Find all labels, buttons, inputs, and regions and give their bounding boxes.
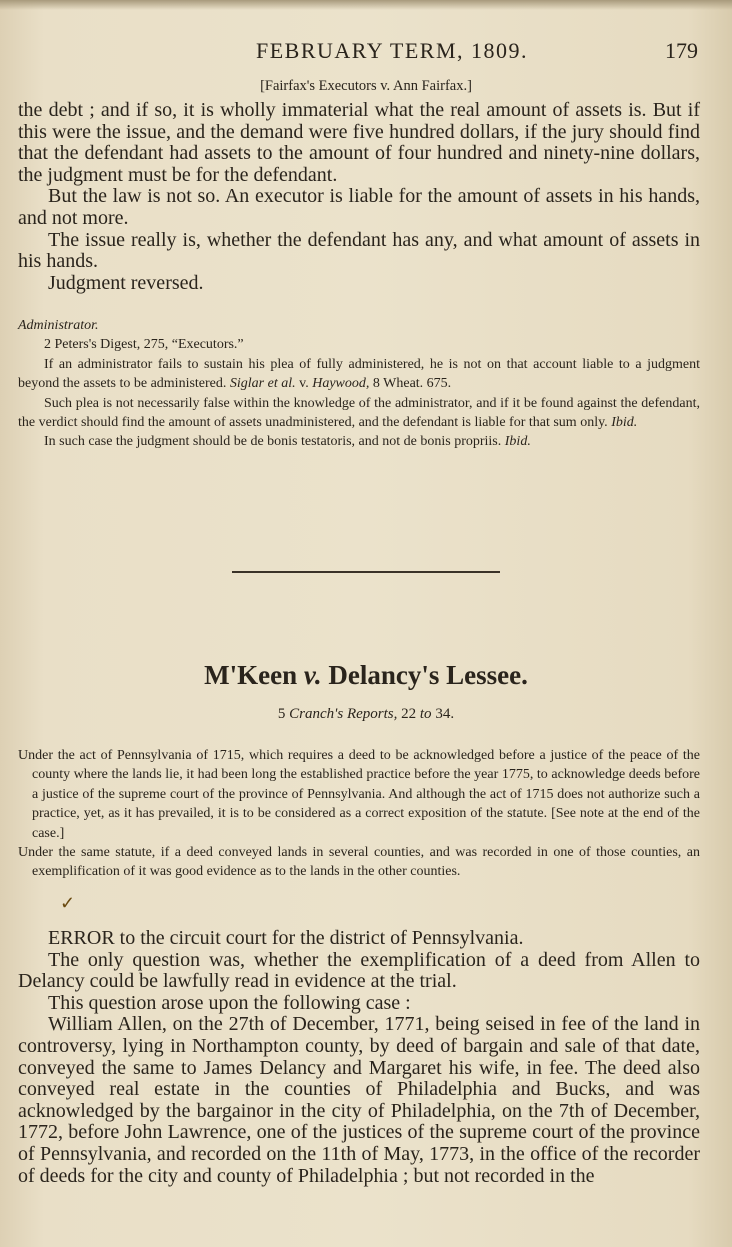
body-paragraph: ERROR to the circuit court for the district of Pennsylvania. (48, 927, 524, 949)
citation-part: Cranch's Reports, (289, 706, 398, 722)
page-header (0, 38, 732, 68)
versus: v. (295, 376, 313, 392)
opinion-paragraph: But the law is not so. An executor is liable for the amount of assets in his hands, and not more. (18, 185, 700, 229)
syllabus-paragraph: Under the act of Pennsylvania of 1715, which requires a deed to be acknowledged before a justice of the peace of the county where the lands lie, it had been long the established practice before the year 1775, to acknowledge deeds before a justice of the supreme court of the province of Pennsylvania. And although the act of 1715 does not authorize such a practice, yet, as it has prevailed, it is to be considered as a correct exposition of the statute. [See note at the end of the case.] (18, 748, 700, 841)
case-caption: [Fairfax's Executors v. Ann Fairfax.] (260, 78, 472, 94)
annotation-reference: 2 Peters's Digest, 275, “Executors.” (44, 337, 244, 353)
case-body (18, 928, 700, 1187)
ibid-cite: Ibid. (611, 415, 638, 431)
note-text: If an administrator fails to sustain his plea of fully administered, he is not on that account liable to a judgment beyond the assets to be administered. (18, 356, 700, 392)
opinion-paragraph: The issue really is, whether the defendant has any, and what amount of assets in his hands. (18, 228, 700, 273)
annotation-note (18, 394, 700, 433)
reporter-cite: 8 Wheat. 675. (369, 376, 452, 392)
page-number: 179 (665, 38, 698, 63)
ibid-cite: Ibid. (504, 434, 531, 450)
section-divider (232, 571, 500, 573)
case-cite: Haywood, (312, 376, 370, 392)
case-citation (0, 706, 732, 723)
body-paragraph: William Allen, on the 27th of December, 1771, being seised in fee of the land in controversy, lying in Northampton county, by deed of bargain and sale of that date, conveyed the same to James Delancy and Margaret his wife, in fee. The deed also conveyed real estate in the counties of Philadelphia and Bucks, and was acknowledged by the bargainor in the city of Philadelphia, on the 7th of December, 1772, before John Lawrence, one of the justices of the supreme court of the province of Pennsylvania, and recorded on the 11th of May, 1773, in the office of the recorder of deeds for the city and county of Philadelphia ; but not recorded in the (18, 1013, 700, 1187)
title-versus: v. (303, 660, 322, 690)
citation-part: 22 (397, 706, 420, 722)
annotation (18, 316, 700, 452)
opinion-paragraph: the debt ; and if so, it is wholly immaterial what the real amount of assets is. But if this were the issue, and the demand were five hundred dollars, if the jury should find that the defendant had assets to the amount of four hundred and ninety-nine dollars, the judgment must be for the defendant. (18, 99, 700, 186)
judgment-line: Judgment reversed. (48, 271, 204, 294)
annotation-note (18, 432, 700, 451)
title-party: M'Keen (204, 660, 304, 690)
annotation-heading: Administrator. (18, 318, 99, 333)
citation-part: to (419, 706, 432, 722)
page-edge-shadow (0, 0, 732, 10)
note-text: In such case the judgment should be de bonis testatoris, and not de bonis propriis. (44, 434, 502, 450)
body-paragraph: The only question was, whether the exemplification of a deed from Allen to Delancy could be lawfully read in evidence at the trial. (18, 948, 700, 993)
margin-mark: ✓ (60, 893, 76, 913)
title-party: Delancy's Lessee. (321, 660, 528, 690)
note-text: Such plea is not necessarily false within the knowledge of the administrator, and if it be found against the defendant, the verdict should find the amount of assets unadministered, and the defendant is liable for that sum only. (18, 395, 700, 431)
case-cite: Siglar et al. (229, 376, 296, 392)
body-paragraph: This question arose upon the following case : (48, 991, 411, 1014)
citation-part: 34. (431, 706, 455, 722)
annotation-note (18, 355, 700, 394)
opinion-end (18, 100, 700, 294)
running-head: FEBRUARY TERM, 1809. (256, 38, 529, 63)
citation-part: 5 (277, 706, 290, 722)
syllabus (18, 746, 700, 882)
case-title (0, 660, 732, 691)
syllabus-paragraph: Under the same statute, if a deed conveyed lands in several counties, and was recorded in one of those counties, an exemplification of it was good evidence as to the lands in the other counties. (18, 845, 700, 880)
